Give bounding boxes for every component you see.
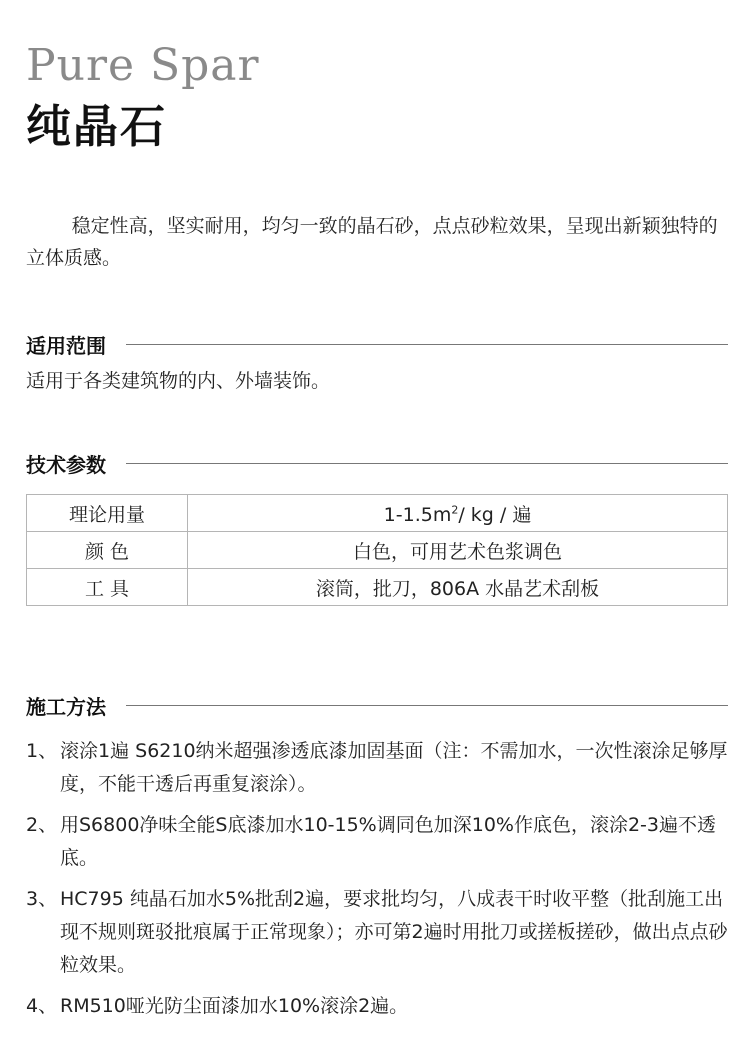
param-key: 颜 色 [27, 532, 188, 569]
section-divider [126, 705, 728, 706]
intro-paragraph: 稳定性高，坚实耐用，均匀一致的晶石砂，点点砂粒效果，呈现出新颖独特的立体质感。 [26, 215, 718, 269]
method-steps-list [26, 735, 732, 1031]
product-title-cn: 纯晶石 [26, 100, 168, 153]
param-key: 工 具 [27, 569, 188, 606]
param-key: 理论用量 [27, 495, 188, 532]
list-item [26, 809, 732, 875]
coverage-sup: 2 [451, 503, 459, 517]
table-row [27, 532, 728, 569]
product-title-en: Pure Spar [26, 40, 260, 91]
list-item [26, 990, 732, 1023]
section-title-method: 施工方法 [26, 694, 106, 719]
coverage-value: 1-1.5m [383, 503, 452, 526]
step-number: 3、 [26, 888, 58, 910]
param-value: 白色，可用艺术色浆调色 [188, 532, 728, 569]
step-text: 用S6800净味全能S底漆加水10-15%调同色加深10%作底色，滚涂2-3遍不透底。 [60, 814, 717, 869]
list-item [26, 883, 732, 982]
table-row [27, 569, 728, 606]
step-text: RM510哑光防尘面漆加水10%滚涂2遍。 [60, 995, 409, 1017]
section-title-scope: 适用范围 [26, 333, 106, 358]
section-title-tech: 技术参数 [26, 452, 106, 477]
step-number: 4、 [26, 995, 58, 1017]
coverage-unit: / kg / 遍 [458, 503, 532, 526]
section-divider [126, 463, 728, 464]
step-text: HC795 纯晶石加水5%批刮2遍，要求批均匀，八成表干时收平整（批刮施工出现不规则斑驳批痕属于正常现象）；亦可第2遍时用批刀或搓板搓砂，做出点点砂粒效果。 [60, 888, 728, 976]
step-number: 2、 [26, 814, 58, 836]
list-item [26, 735, 732, 801]
section-header-tech [26, 449, 728, 477]
step-number: 1、 [26, 740, 58, 762]
scope-text: 适用于各类建筑物的内、外墙装饰。 [26, 370, 331, 392]
section-header-scope [26, 330, 728, 358]
section-divider [126, 344, 728, 345]
param-value: 滚筒，批刀，806A 水晶艺术刮板 [188, 569, 728, 606]
section-header-method [26, 691, 728, 719]
step-text: 滚涂1遍 S6210纳米超强渗透底漆加固基面（注：不需加水，一次性滚涂足够厚度，不能干透后再重复滚涂）。 [60, 740, 728, 795]
tech-params-table [26, 494, 728, 606]
param-value [188, 495, 728, 532]
table-row [27, 495, 728, 532]
